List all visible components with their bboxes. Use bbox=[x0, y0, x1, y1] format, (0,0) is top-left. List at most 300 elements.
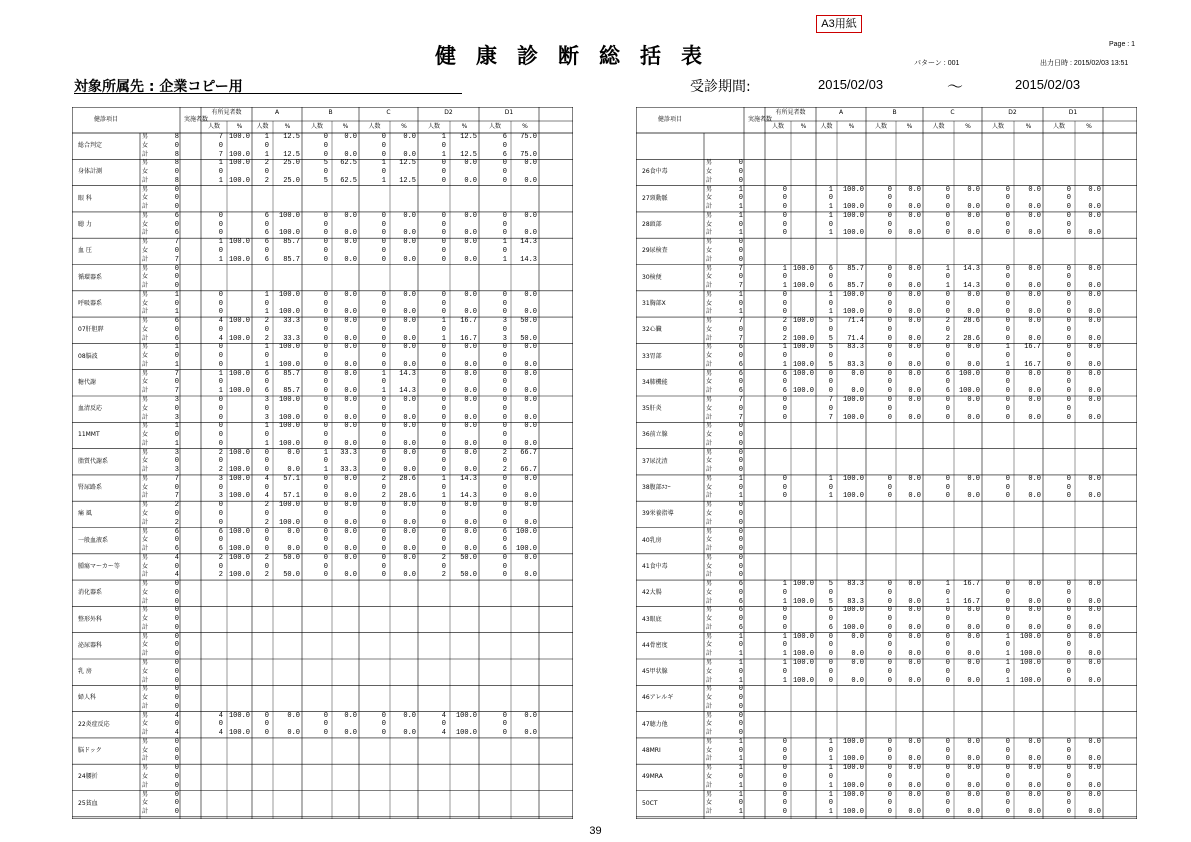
examinee-count: 0 bbox=[738, 509, 743, 518]
pct-cell: 0.0 bbox=[1088, 650, 1101, 659]
count-cell: 0 bbox=[782, 229, 787, 238]
pct-cell: 0.0 bbox=[1088, 317, 1101, 326]
count-cell: 0 bbox=[1066, 615, 1071, 624]
pct-cell: 0.0 bbox=[1028, 282, 1041, 291]
count-cell: 7 bbox=[828, 413, 833, 422]
pct-cell: 0.0 bbox=[908, 396, 921, 404]
count-cell: 4 bbox=[218, 711, 223, 720]
count-cell: 0 bbox=[1005, 606, 1010, 615]
sex-label: 男 bbox=[142, 764, 149, 772]
pct-cell: 0.0 bbox=[344, 150, 357, 159]
row-label: 33胃部 bbox=[642, 352, 662, 360]
header-pct: % bbox=[342, 123, 349, 130]
count-cell: 1 bbox=[828, 211, 833, 220]
pct-cell: 0.0 bbox=[1028, 396, 1041, 404]
pct-cell: 0.0 bbox=[403, 396, 416, 404]
pct-cell: 0.0 bbox=[344, 527, 357, 536]
count-cell: 0 bbox=[887, 632, 892, 641]
count-cell: 0 bbox=[323, 518, 328, 527]
pct-cell: 0.0 bbox=[1028, 790, 1041, 799]
count-cell: 0 bbox=[782, 623, 787, 632]
pattern-label: パターン : 001 bbox=[914, 60, 960, 67]
row-label: 44骨密度 bbox=[642, 641, 668, 649]
examinee-count: 0 bbox=[174, 483, 179, 492]
count-cell: 0 bbox=[945, 781, 950, 790]
pct-cell: 0.0 bbox=[1088, 781, 1101, 790]
footer-page-number: 39 bbox=[589, 825, 602, 837]
count-cell: 0 bbox=[323, 404, 328, 413]
sex-label: 女 bbox=[706, 457, 713, 465]
sex-label: 男 bbox=[706, 632, 713, 640]
examinee-count: 6 bbox=[738, 343, 743, 352]
count-cell: 2 bbox=[502, 448, 507, 457]
count-cell: 0 bbox=[381, 448, 386, 457]
pct-cell: 28.6 bbox=[963, 317, 980, 326]
count-cell: 0 bbox=[441, 308, 446, 317]
count-cell: 0 bbox=[218, 168, 223, 177]
count-cell: 2 bbox=[264, 501, 269, 510]
count-cell: 0 bbox=[323, 562, 328, 571]
sex-label: 女 bbox=[706, 168, 713, 176]
examinee-count: 0 bbox=[174, 737, 179, 746]
pct-cell: 0.0 bbox=[1088, 737, 1101, 746]
sex-label: 男 bbox=[142, 317, 149, 325]
row-label: 泌尿器科 bbox=[78, 641, 103, 649]
count-cell: 0 bbox=[381, 439, 386, 448]
count-cell: 1 bbox=[218, 369, 223, 378]
count-cell: 0 bbox=[323, 527, 328, 536]
count-cell: 0 bbox=[502, 308, 507, 317]
count-cell: 0 bbox=[1066, 632, 1071, 641]
row-label: 脂質代謝系 bbox=[78, 457, 109, 465]
count-cell: 6 bbox=[502, 545, 507, 554]
count-cell: 0 bbox=[264, 509, 269, 518]
pct-cell: 0.0 bbox=[908, 203, 921, 212]
examinee-count: 6 bbox=[738, 623, 743, 632]
pct-cell: 14.3 bbox=[963, 264, 980, 273]
sex-label: 女 bbox=[142, 220, 149, 228]
count-cell: 0 bbox=[264, 562, 269, 571]
row-label: 42大腸 bbox=[642, 589, 662, 597]
count-cell: 0 bbox=[502, 325, 507, 334]
pct-cell: 100.0 bbox=[278, 413, 300, 422]
header-count: 人数 bbox=[820, 123, 833, 130]
count-cell: 0 bbox=[1066, 360, 1071, 369]
count-cell: 0 bbox=[1005, 764, 1010, 773]
count-cell: 0 bbox=[887, 369, 892, 378]
examinee-count: 0 bbox=[738, 536, 743, 545]
pct-cell: 100.0 bbox=[792, 317, 814, 326]
header-count: 人数 bbox=[256, 123, 269, 130]
count-cell: 0 bbox=[782, 220, 787, 229]
examinee-count: 0 bbox=[174, 790, 179, 799]
examinee-count: 3 bbox=[174, 448, 179, 457]
count-cell: 0 bbox=[782, 746, 787, 755]
pct-cell: 0.0 bbox=[1028, 606, 1041, 615]
pct-cell: 83.3 bbox=[847, 580, 864, 589]
count-cell: 0 bbox=[1066, 334, 1071, 343]
sex-label: 女 bbox=[706, 352, 713, 360]
pct-cell: 0.0 bbox=[464, 448, 477, 457]
count-cell: 0 bbox=[828, 483, 833, 492]
count-cell: 0 bbox=[887, 781, 892, 790]
header-group: A bbox=[274, 109, 280, 116]
pct-cell: 0.0 bbox=[908, 474, 921, 483]
count-cell: 0 bbox=[945, 790, 950, 799]
pct-cell: 0.0 bbox=[967, 737, 980, 746]
count-cell: 0 bbox=[502, 720, 507, 729]
count-cell: 0 bbox=[1066, 623, 1071, 632]
pct-cell: 0.0 bbox=[967, 308, 980, 317]
count-cell: 0 bbox=[887, 299, 892, 308]
pct-cell: 0.0 bbox=[1088, 632, 1101, 641]
examinee-count: 0 bbox=[174, 623, 179, 632]
pct-cell: 0.0 bbox=[1088, 387, 1101, 396]
pct-cell: 0.0 bbox=[908, 659, 921, 667]
examinee-count: 0 bbox=[738, 711, 743, 720]
pct-cell: 0.0 bbox=[344, 501, 357, 510]
sex-label: 女 bbox=[142, 509, 149, 517]
pct-cell: 100.0 bbox=[455, 711, 477, 720]
sex-label: 男 bbox=[142, 369, 149, 377]
pct-cell: 0.0 bbox=[344, 211, 357, 220]
count-cell: 0 bbox=[441, 290, 446, 299]
row-label: 脳ドック bbox=[78, 747, 102, 755]
header-pct: % bbox=[522, 123, 528, 130]
pct-cell: 0.0 bbox=[287, 466, 300, 475]
row-label: 08脳波 bbox=[78, 352, 98, 360]
count-cell: 0 bbox=[1005, 781, 1010, 790]
examinee-count: 7 bbox=[174, 492, 179, 501]
pct-cell: 100.0 bbox=[228, 238, 250, 247]
count-cell: 0 bbox=[782, 273, 787, 282]
pct-cell: 0.0 bbox=[967, 185, 980, 194]
pct-cell: 100.0 bbox=[842, 308, 864, 317]
count-cell: 0 bbox=[1066, 378, 1071, 387]
count-cell: 0 bbox=[887, 343, 892, 352]
count-cell: 0 bbox=[381, 378, 386, 387]
count-cell: 0 bbox=[887, 334, 892, 343]
pct-cell: 0.0 bbox=[967, 396, 980, 404]
pct-cell: 0.0 bbox=[1028, 264, 1041, 273]
examinee-count: 1 bbox=[738, 659, 743, 667]
count-cell: 2 bbox=[218, 571, 223, 580]
count-cell: 0 bbox=[218, 299, 223, 308]
examinee-count: 0 bbox=[174, 720, 179, 729]
count-cell: 0 bbox=[323, 413, 328, 422]
sex-label: 女 bbox=[706, 483, 713, 491]
count-cell: 0 bbox=[441, 527, 446, 536]
count-cell: 0 bbox=[441, 536, 446, 545]
count-cell: 1 bbox=[782, 676, 787, 685]
pct-cell: 0.0 bbox=[524, 439, 537, 448]
header-count: 人数 bbox=[874, 123, 887, 130]
examinee-count: 0 bbox=[174, 606, 179, 615]
examinee-count: 0 bbox=[738, 378, 743, 387]
pct-cell: 100.0 bbox=[228, 317, 250, 326]
count-cell: 1 bbox=[264, 343, 269, 352]
pct-cell: 0.0 bbox=[524, 290, 537, 299]
count-cell: 0 bbox=[782, 492, 787, 501]
examinee-count: 0 bbox=[174, 597, 179, 606]
pct-cell: 0.0 bbox=[908, 623, 921, 632]
examinee-count: 0 bbox=[174, 632, 179, 641]
count-cell: 0 bbox=[264, 220, 269, 229]
pct-cell: 0.0 bbox=[1088, 185, 1101, 194]
pct-cell: 0.0 bbox=[908, 317, 921, 326]
count-cell: 0 bbox=[945, 378, 950, 387]
count-cell: 0 bbox=[1066, 290, 1071, 299]
count-cell: 6 bbox=[828, 264, 833, 273]
count-cell: 3 bbox=[264, 396, 269, 404]
pct-cell: 0.0 bbox=[967, 203, 980, 212]
sex-label: 女 bbox=[142, 299, 149, 307]
count-cell: 0 bbox=[441, 246, 446, 255]
examinee-count: 0 bbox=[174, 772, 179, 781]
sex-label: 女 bbox=[142, 246, 149, 254]
examinee-count: 0 bbox=[738, 588, 743, 597]
sex-label: 計 bbox=[142, 413, 149, 421]
pct-cell: 33.3 bbox=[340, 448, 357, 457]
row-label: 聴 力 bbox=[78, 221, 92, 229]
examinee-count: 6 bbox=[174, 527, 179, 536]
count-cell: 0 bbox=[441, 141, 446, 150]
count-cell: 0 bbox=[1005, 334, 1010, 343]
count-cell: 0 bbox=[1005, 264, 1010, 273]
pct-cell: 100.0 bbox=[228, 474, 250, 483]
pct-cell: 0.0 bbox=[1028, 580, 1041, 589]
header-count: 人数 bbox=[207, 123, 220, 130]
count-cell: 0 bbox=[1066, 273, 1071, 282]
count-cell: 0 bbox=[502, 168, 507, 177]
count-cell: 0 bbox=[1066, 764, 1071, 773]
sex-label: 女 bbox=[142, 141, 149, 149]
count-cell: 0 bbox=[1066, 755, 1071, 764]
pct-cell: 0.0 bbox=[403, 729, 416, 738]
examinee-count: 1 bbox=[738, 290, 743, 299]
sex-label: 女 bbox=[706, 220, 713, 228]
pct-cell: 0.0 bbox=[1088, 623, 1101, 632]
count-cell: 0 bbox=[887, 799, 892, 808]
examinee-count: 2 bbox=[174, 518, 179, 527]
sex-label: 女 bbox=[142, 194, 149, 202]
count-cell: 0 bbox=[381, 501, 386, 510]
pct-cell: 0.0 bbox=[1028, 808, 1041, 817]
count-cell: 0 bbox=[782, 185, 787, 194]
row-label: 婦人科 bbox=[78, 694, 97, 702]
count-cell: 0 bbox=[323, 545, 328, 554]
count-cell: 0 bbox=[218, 229, 223, 238]
pct-cell: 0.0 bbox=[967, 632, 980, 641]
pct-cell: 0.0 bbox=[524, 518, 537, 527]
count-cell: 0 bbox=[782, 396, 787, 404]
examinee-count: 0 bbox=[738, 746, 743, 755]
count-cell: 0 bbox=[887, 615, 892, 624]
count-cell: 7 bbox=[218, 133, 223, 141]
sex-label: 計 bbox=[142, 150, 149, 158]
count-cell: 0 bbox=[945, 360, 950, 369]
count-cell: 2 bbox=[441, 571, 446, 580]
sex-label: 男 bbox=[706, 290, 713, 298]
examinee-count: 0 bbox=[174, 352, 179, 361]
sex-label: 計 bbox=[142, 755, 149, 763]
count-cell: 1 bbox=[945, 597, 950, 606]
sex-label: 男 bbox=[142, 790, 149, 798]
count-cell: 0 bbox=[782, 799, 787, 808]
count-cell: 0 bbox=[1005, 282, 1010, 291]
count-cell: 0 bbox=[828, 378, 833, 387]
examinee-count: 6 bbox=[738, 606, 743, 615]
pct-cell: 12.5 bbox=[399, 176, 416, 185]
count-cell: 0 bbox=[945, 220, 950, 229]
sex-label: 計 bbox=[142, 518, 149, 526]
examinee-count: 1 bbox=[174, 290, 179, 299]
pct-cell: 50.0 bbox=[460, 553, 477, 562]
count-cell: 0 bbox=[218, 360, 223, 369]
pct-cell: 0.0 bbox=[464, 308, 477, 317]
examinee-count: 0 bbox=[738, 431, 743, 440]
count-cell: 0 bbox=[323, 141, 328, 150]
count-cell: 0 bbox=[1066, 308, 1071, 317]
count-cell: 0 bbox=[218, 141, 223, 150]
examinee-count: 0 bbox=[174, 667, 179, 676]
examinee-count: 1 bbox=[174, 343, 179, 352]
count-cell: 0 bbox=[441, 509, 446, 518]
count-cell: 0 bbox=[441, 255, 446, 264]
pct-cell: 0.0 bbox=[403, 439, 416, 448]
pct-cell: 62.5 bbox=[340, 159, 357, 168]
count-cell: 3 bbox=[502, 334, 507, 343]
count-cell: 0 bbox=[887, 290, 892, 299]
count-cell: 1 bbox=[264, 422, 269, 431]
examinee-count: 0 bbox=[738, 448, 743, 457]
sex-label: 女 bbox=[142, 720, 149, 728]
sex-label: 計 bbox=[706, 729, 713, 737]
pct-cell: 100.0 bbox=[278, 229, 300, 238]
sex-label: 女 bbox=[142, 352, 149, 360]
header-group: D1 bbox=[504, 109, 514, 116]
count-cell: 2 bbox=[782, 334, 787, 343]
sex-label: 計 bbox=[706, 466, 713, 474]
count-cell: 0 bbox=[502, 422, 507, 431]
count-cell: 1 bbox=[1005, 650, 1010, 659]
examinee-count: 1 bbox=[738, 764, 743, 773]
pct-cell: 0.0 bbox=[1088, 203, 1101, 212]
pct-cell: 0.0 bbox=[403, 317, 416, 326]
count-cell: 1 bbox=[1005, 676, 1010, 685]
examinee-count: 0 bbox=[174, 650, 179, 659]
row-label: 消化器系 bbox=[78, 589, 103, 597]
pct-cell: 100.0 bbox=[792, 264, 814, 273]
pct-cell: 0.0 bbox=[344, 369, 357, 378]
count-cell: 0 bbox=[945, 588, 950, 597]
count-cell: 6 bbox=[264, 255, 269, 264]
pct-cell: 16.7 bbox=[1024, 343, 1041, 352]
count-cell: 0 bbox=[828, 352, 833, 361]
examinee-count: 0 bbox=[174, 273, 179, 282]
count-cell: 0 bbox=[218, 211, 223, 220]
pct-cell: 0.0 bbox=[908, 343, 921, 352]
examinee-count: 1 bbox=[738, 185, 743, 194]
count-cell: 0 bbox=[828, 632, 833, 641]
pct-cell: 100.0 bbox=[842, 623, 864, 632]
count-cell: 0 bbox=[264, 466, 269, 475]
pct-cell: 100.0 bbox=[842, 211, 864, 220]
examinee-count: 0 bbox=[174, 746, 179, 755]
pct-cell: 0.0 bbox=[464, 466, 477, 475]
examinee-count: 0 bbox=[738, 720, 743, 729]
pct-cell: 0.0 bbox=[344, 571, 357, 580]
count-cell: 0 bbox=[945, 615, 950, 624]
count-cell: 6 bbox=[502, 133, 507, 141]
count-cell: 1 bbox=[218, 238, 223, 247]
pct-cell: 62.5 bbox=[340, 176, 357, 185]
count-cell: 0 bbox=[1066, 676, 1071, 685]
pct-cell: 0.0 bbox=[344, 711, 357, 720]
count-cell: 1 bbox=[264, 360, 269, 369]
pct-cell: 0.0 bbox=[1028, 308, 1041, 317]
examinee-count: 6 bbox=[738, 369, 743, 378]
pct-cell: 0.0 bbox=[524, 387, 537, 396]
pct-cell: 0.0 bbox=[908, 264, 921, 273]
count-cell: 0 bbox=[782, 474, 787, 483]
pct-cell: 0.0 bbox=[908, 737, 921, 746]
examinee-count: 4 bbox=[174, 729, 179, 738]
pct-cell: 100.0 bbox=[792, 334, 814, 343]
count-cell: 0 bbox=[381, 571, 386, 580]
count-cell: 0 bbox=[264, 483, 269, 492]
count-cell: 0 bbox=[264, 457, 269, 466]
count-cell: 2 bbox=[381, 474, 386, 483]
pct-cell: 0.0 bbox=[344, 238, 357, 247]
sex-label: 女 bbox=[706, 615, 713, 623]
count-cell: 0 bbox=[945, 404, 950, 413]
summary-table-left bbox=[72, 107, 573, 819]
pct-cell: 0.0 bbox=[524, 413, 537, 422]
pct-cell: 0.0 bbox=[1088, 676, 1101, 685]
pct-cell: 100.0 bbox=[1019, 650, 1041, 659]
count-cell: 0 bbox=[502, 290, 507, 299]
count-cell: 0 bbox=[1066, 606, 1071, 615]
pct-cell: 0.0 bbox=[464, 255, 477, 264]
count-cell: 0 bbox=[1005, 737, 1010, 746]
count-cell: 0 bbox=[782, 808, 787, 817]
pct-cell: 100.0 bbox=[792, 676, 814, 685]
pct-cell: 0.0 bbox=[524, 729, 537, 738]
count-cell: 0 bbox=[782, 764, 787, 773]
pct-cell: 0.0 bbox=[908, 387, 921, 396]
pct-cell: 0.0 bbox=[1028, 369, 1041, 378]
sex-label: 計 bbox=[142, 571, 149, 579]
sex-label: 男 bbox=[706, 580, 713, 588]
count-cell: 0 bbox=[218, 536, 223, 545]
row-label: 07肝胆膵 bbox=[78, 326, 104, 334]
row-label: 39栄養指導 bbox=[642, 510, 674, 518]
count-cell: 0 bbox=[381, 168, 386, 177]
pct-cell: 0.0 bbox=[908, 597, 921, 606]
count-cell: 0 bbox=[887, 606, 892, 615]
pct-cell: 0.0 bbox=[908, 790, 921, 799]
pct-cell: 0.0 bbox=[908, 334, 921, 343]
count-cell: 0 bbox=[945, 737, 950, 746]
count-cell: 0 bbox=[782, 588, 787, 597]
count-cell: 0 bbox=[782, 667, 787, 676]
examinee-count: 1 bbox=[738, 229, 743, 238]
pct-cell: 100.0 bbox=[1019, 659, 1041, 667]
pct-cell: 0.0 bbox=[344, 308, 357, 317]
count-cell: 0 bbox=[323, 720, 328, 729]
row-label: 37尿沈渣 bbox=[642, 457, 668, 465]
